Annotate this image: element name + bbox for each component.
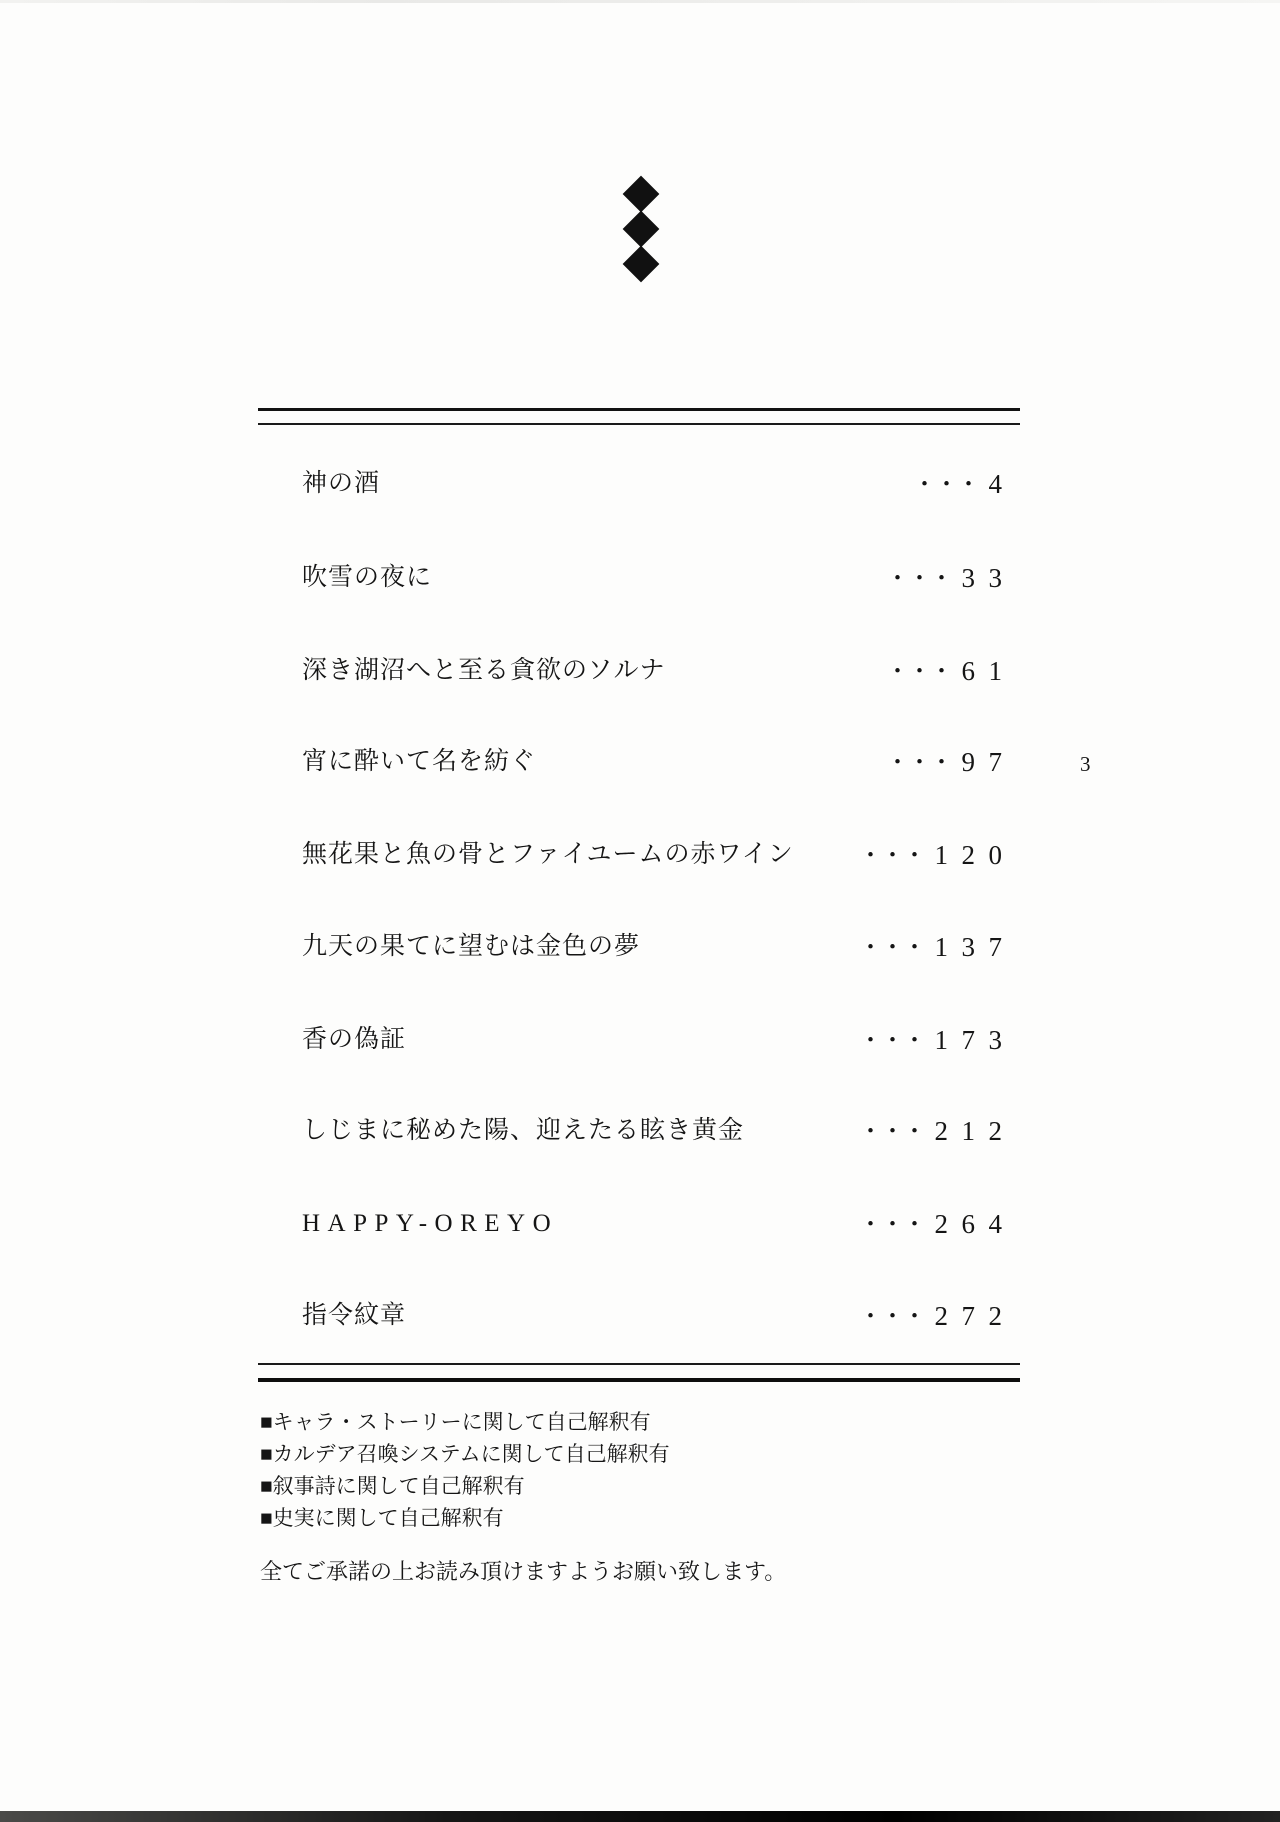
dot-leader: ・・・ — [885, 566, 952, 592]
toc-entry-pagenum: 272 — [934, 1301, 1016, 1331]
toc-entry-page — [858, 1296, 1016, 1341]
toc-entry-title: 指令紋章 — [302, 1302, 407, 1329]
toc-entry — [258, 1020, 1020, 1060]
dot-leader: ・・・ — [858, 935, 925, 961]
double-rule-bottom — [258, 1363, 1020, 1382]
toc-entry-page — [858, 1020, 1016, 1065]
disclaimer-notes — [260, 1406, 900, 1588]
toc-entry-title: しじまに秘めた陽、迎えたる眩き黄金 — [302, 1117, 745, 1144]
dot-leader: ・・・ — [858, 843, 925, 869]
dot-leader: ・・・ — [858, 1119, 925, 1145]
toc-entry — [258, 1111, 1020, 1151]
dot-leader: ・・・ — [858, 1304, 925, 1330]
toc-entry-pagenum: 120 — [934, 840, 1016, 870]
toc-entry — [258, 651, 1020, 691]
toc-entry-title: HAPPY-OREYO — [302, 1210, 559, 1237]
toc-entry-title: 香の偽証 — [302, 1026, 407, 1053]
toc-entry-pagenum: 212 — [934, 1116, 1016, 1146]
toc-entry-pagenum: 61 — [961, 656, 1016, 686]
disclaimer-line: ■キャラ・ストーリーに関して自己解釈有 — [260, 1410, 651, 1434]
toc-entry-page — [858, 1204, 1016, 1249]
toc-entry-page — [912, 464, 1016, 509]
dot-leader: ・・・ — [885, 750, 952, 776]
toc-entry — [258, 464, 1020, 504]
disclaimer-line: ■史実に関して自己解釈有 — [260, 1506, 504, 1530]
dot-leader: ・・・ — [885, 659, 952, 685]
toc-entry-pagenum: 97 — [961, 747, 1016, 777]
dot-leader: ・・・ — [858, 1028, 925, 1054]
toc-entry — [258, 927, 1020, 967]
toc-entry-title: 吹雪の夜に — [302, 564, 433, 591]
dot-leader: ・・・ — [912, 472, 979, 498]
toc-entry-title: 九天の果てに望むは金色の夢 — [302, 933, 641, 960]
toc-entry-title: 無花果と魚の骨とファイユームの赤ワイン — [302, 841, 794, 868]
toc-entry-page — [858, 1111, 1016, 1156]
toc-entry — [258, 742, 1020, 782]
toc-entry-page — [885, 558, 1016, 603]
scan-edge-bottom — [0, 1811, 1280, 1822]
toc-entry-title: 深き湖沼へと至る貪欲のソルナ — [302, 657, 666, 684]
toc-entry — [258, 1204, 1020, 1244]
toc-entry — [258, 1296, 1020, 1336]
toc-entry-pagenum: 33 — [961, 563, 1016, 593]
toc-entry-pagenum: 264 — [934, 1209, 1016, 1239]
toc-entry-title: 神の酒 — [302, 470, 381, 497]
toc-entry-pagenum: 137 — [934, 932, 1016, 962]
toc-entry-page — [885, 651, 1016, 696]
toc-entry-pagenum: 4 — [988, 469, 1016, 499]
toc-entry-page — [858, 927, 1016, 972]
disclaimer-line: ■カルデア召喚システムに関して自己解釈有 — [260, 1442, 670, 1466]
toc-entry — [258, 835, 1020, 875]
toc-entry-page — [885, 742, 1016, 787]
toc-entry-title: 宵に酔いて名を紡ぐ — [302, 748, 537, 775]
dot-leader: ・・・ — [858, 1212, 925, 1238]
toc-entry-page — [858, 835, 1016, 880]
disclaimer-closing: 全てご承諾の上お読み頂けますようお願い致します。 — [260, 1559, 787, 1584]
toc-entry-pagenum: 173 — [934, 1025, 1016, 1055]
disclaimer-line: ■叙事詩に関して自己解釈有 — [260, 1474, 525, 1498]
page-number: 3 — [1080, 752, 1091, 776]
toc-entry — [258, 558, 1020, 598]
